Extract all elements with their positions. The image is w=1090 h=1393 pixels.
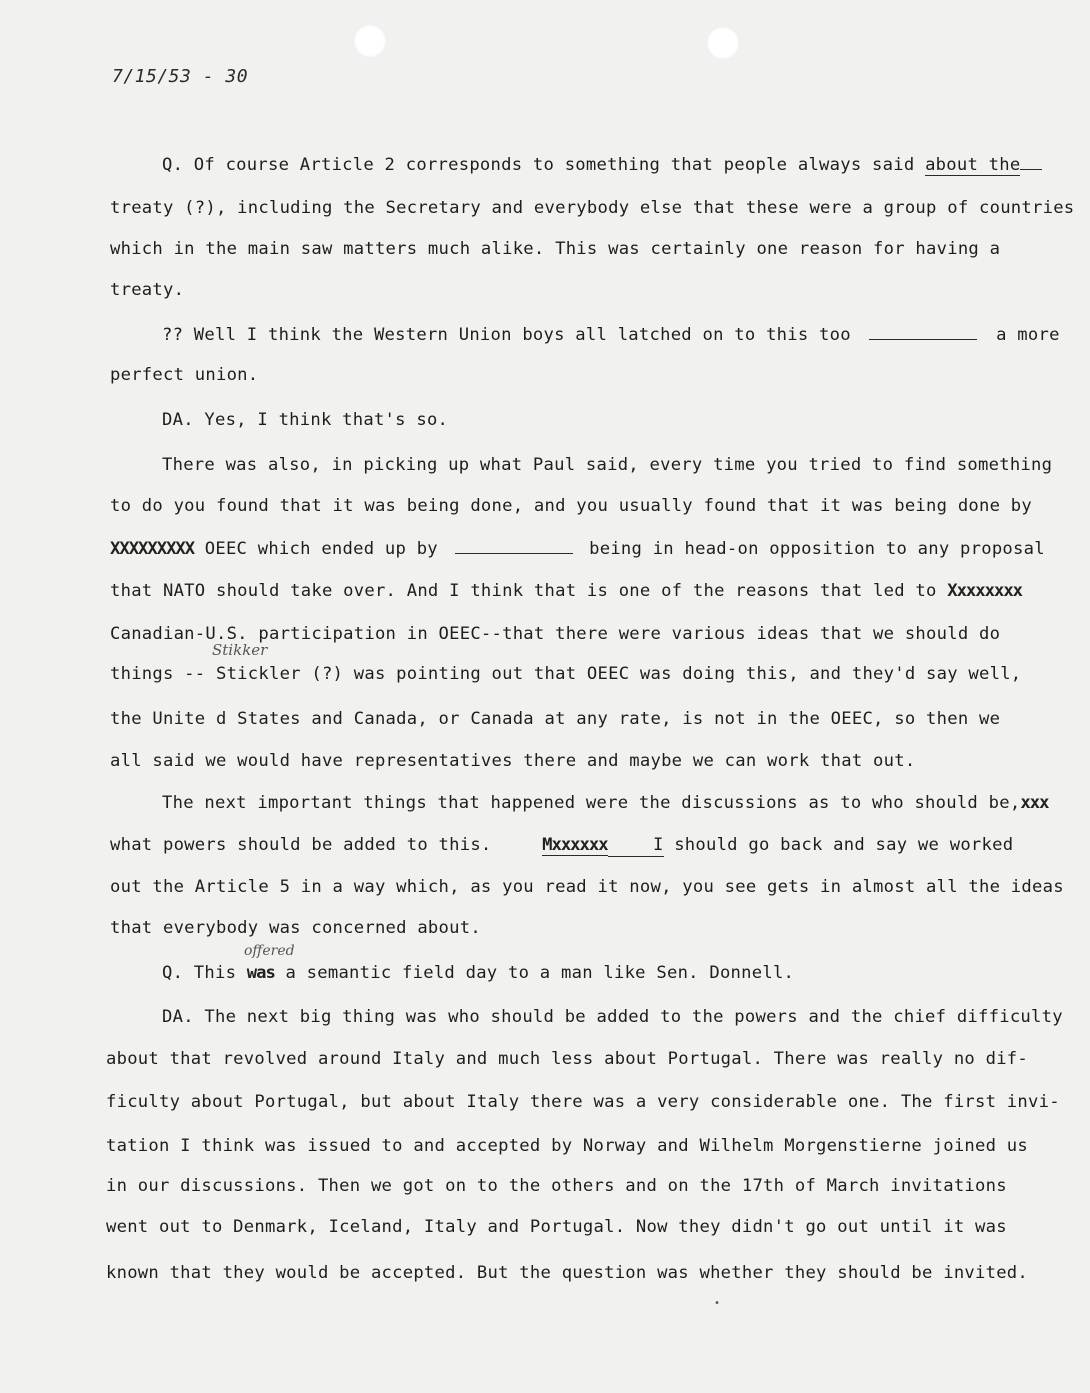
text-line: to do you found that it was being done, and you usually found that it was being done by [110, 496, 1033, 516]
underline-blank [869, 324, 977, 340]
text-line: There was also, in picking up what Paul said, every time you tried to find something [162, 455, 1053, 475]
text-line: all said we would have representatives there and maybe we can work that out. [110, 751, 916, 771]
text-line: things -- Stickler (?) was pointing out that OEEC was doing this, and they'd say well, [110, 664, 1022, 684]
text-line [110, 580, 1022, 602]
text-line [162, 154, 1042, 176]
text-line: went out to Denmark, Iceland, Italy and Portugal. Now they didn't go out until it was [106, 1217, 1007, 1237]
underline-blank [455, 538, 573, 554]
underlined-text: I [608, 834, 664, 857]
text-line: perfect union. [110, 365, 259, 385]
text-line: about that revolved around Italy and much less about Portugal. There was really no dif- [106, 1049, 1029, 1069]
struck-text: xxx [1020, 793, 1049, 813]
text-line: treaty (?), including the Secretary and everybody else that these were a group of countries [110, 198, 1075, 218]
text-line: Canadian-U.S. participation in OEEC--that there were various ideas that we should do [110, 624, 1001, 644]
underlined-text: about the [925, 155, 1021, 175]
handwritten-correction: Stikker [212, 641, 268, 659]
stray-mark: • [714, 1298, 721, 1309]
line-text: being in head-on opposition to any proposal [589, 539, 1045, 559]
page-header: 7/15/53 - 30 [112, 66, 249, 87]
text-line: that everybody was concerned about. [110, 918, 481, 938]
struck-text: Xxxxxxxx [947, 581, 1023, 601]
line-text: Q. Of course Article 2 corresponds to something that people always said [162, 155, 915, 175]
text-line: out the Article 5 in a way which, as you read it now, you see gets in almost all the ideas [110, 877, 1064, 897]
text-line: treaty. [110, 280, 185, 300]
punch-hole-left [353, 24, 387, 58]
line-text: OEEC which ended up by [204, 539, 438, 559]
line-text: a semantic field day to a man like Sen. Donnell. [285, 963, 795, 983]
line-text: Q. This [162, 963, 237, 983]
text-line: DA. Yes, I think that's so. [162, 410, 449, 430]
struck-text: Mxxxxxx [542, 835, 608, 855]
line-text: should go back and say we worked [674, 835, 1014, 855]
struck-text: was [246, 963, 275, 983]
text-line: known that they would be accepted. But the question was whether they should be invited. [106, 1263, 1029, 1283]
text-line [162, 792, 1048, 814]
line-text: that NATO should take over. And I think that is one of the reasons that led to [110, 581, 937, 601]
text-line: DA. The next big thing was who should be added to the powers and the chief difficulty [162, 1007, 1063, 1027]
text-line [110, 538, 1045, 560]
handwritten-correction: offered [244, 943, 295, 959]
text-line: tation I think was issued to and accepted by Norway and Wilhelm Morgenstierne joined us [106, 1136, 1029, 1156]
text-line [110, 834, 1013, 857]
line-text: what powers should be added to this. [110, 835, 492, 855]
punch-hole-right [706, 26, 740, 60]
struck-text: XXXXXXXXX [110, 539, 195, 559]
line-text: The next important things that happened were the discussions as to who should be, [162, 793, 1021, 813]
line-text: ?? Well I think the Western Union boys all latched on to this too [162, 325, 851, 345]
text-line: ficulty about Portugal, but about Italy there was a very considerable one. The first invi- [106, 1092, 1060, 1112]
text-line: which in the main saw matters much alike. This was certainly one reason for having a [110, 239, 1001, 259]
line-text: a more [996, 325, 1060, 345]
text-line: the Unite d States and Canada, or Canada at any rate, is not in the OEEC, so then we [110, 709, 1001, 729]
text-line [162, 324, 1060, 346]
text-line [162, 962, 794, 984]
text-line: in our discussions. Then we got on to the others and on the 17th of March invitations [106, 1176, 1007, 1196]
underline-blank [1020, 154, 1042, 170]
